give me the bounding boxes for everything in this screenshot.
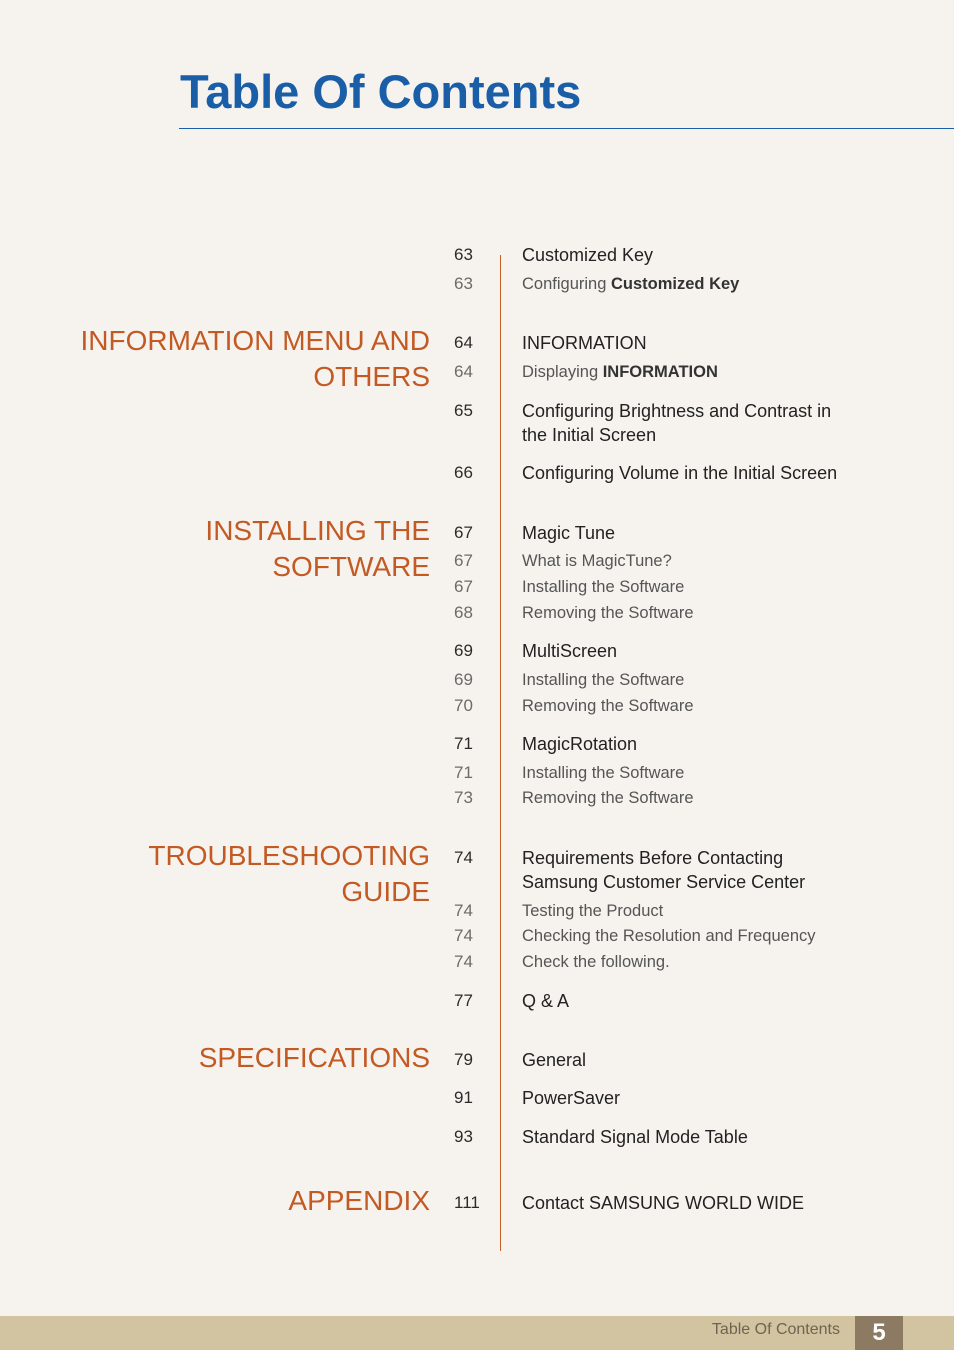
toc-entry[interactable]: Removing the Software — [522, 697, 694, 715]
toc-page: 77 — [454, 991, 473, 1010]
toc-entry[interactable]: Customized Key — [522, 245, 654, 265]
toc-entry-text: Displaying — [522, 363, 603, 381]
toc-page: 64 — [454, 362, 473, 381]
toc-entry[interactable]: MultiScreen — [522, 641, 618, 661]
toc-page: 63 — [454, 245, 473, 264]
page-title: Table Of Contents — [180, 65, 582, 118]
section-installing-the-software: INSTALLING THE SOFTWARE — [205, 515, 430, 582]
toc-page: 67 — [454, 551, 473, 570]
toc-page: 70 — [454, 696, 473, 715]
toc-page: 67 — [454, 523, 473, 542]
toc-entry-line: Requirements Before Contacting — [522, 848, 784, 868]
toc-entry-line: Samsung Customer Service Center — [522, 872, 806, 892]
toc-entry[interactable]: Contact SAMSUNG WORLD WIDE — [522, 1193, 805, 1213]
toc-entry-line: the Initial Screen — [522, 425, 657, 445]
toc-page: 74 — [454, 848, 473, 867]
toc-page: 65 — [454, 401, 473, 420]
toc-entry[interactable]: Standard Signal Mode Table — [522, 1127, 748, 1147]
toc-entry[interactable]: Magic Tune — [522, 523, 616, 543]
page-footer — [0, 1316, 954, 1350]
title-divider — [179, 128, 954, 129]
toc-page: 63 — [454, 274, 473, 293]
toc-page: 74 — [454, 952, 473, 971]
toc-page: 69 — [454, 641, 473, 660]
toc-page: 67 — [454, 577, 473, 596]
toc-entry[interactable]: Installing the Software — [522, 671, 685, 689]
toc-page: 71 — [454, 763, 473, 782]
toc-entry-line: Configuring Brightness and Contrast in — [522, 401, 832, 421]
toc-entry[interactable] — [522, 272, 739, 296]
toc-entry[interactable]: Testing the Product — [522, 902, 664, 920]
toc-entry[interactable]: General — [522, 1050, 587, 1070]
toc-entry[interactable]: MagicRotation — [522, 734, 638, 754]
toc-page: 111 — [454, 1193, 480, 1212]
toc-entry[interactable]: Configuring Volume in the Initial Screen — [522, 463, 838, 483]
section-troubleshooting-guide: TROUBLESHOOTING GUIDE — [148, 840, 430, 907]
toc-entry[interactable]: Checking the Resolution and Frequency — [522, 927, 816, 945]
toc-page: 73 — [454, 788, 473, 807]
toc-entry[interactable]: PowerSaver — [522, 1088, 621, 1108]
toc-entry[interactable]: What is MagicTune? — [522, 552, 672, 570]
toc-page: 71 — [454, 734, 473, 753]
toc-page: 74 — [454, 901, 473, 920]
toc-entry[interactable] — [522, 399, 831, 447]
toc-page: 66 — [454, 463, 473, 482]
footer-label: Table Of Contents — [711, 1321, 840, 1338]
toc-page: 68 — [454, 603, 473, 622]
toc-page: 93 — [454, 1127, 473, 1146]
toc-entry[interactable]: Removing the Software — [522, 604, 694, 622]
section-appendix: APPENDIX — [288, 1185, 430, 1216]
page-number: 5 — [855, 1316, 903, 1350]
toc-page: 91 — [454, 1088, 473, 1107]
toc-entry[interactable]: Installing the Software — [522, 578, 685, 596]
toc-entry[interactable]: INFORMATION — [522, 333, 647, 353]
toc-entry[interactable] — [522, 360, 718, 384]
toc-page: 64 — [454, 333, 473, 352]
toc-entry[interactable]: Check the following. — [522, 953, 670, 971]
section-specifications: SPECIFICATIONS — [198, 1042, 430, 1073]
section-information-menu-and-others: INFORMATION MENU AND OTHERS — [80, 325, 430, 392]
toc-entry[interactable] — [522, 846, 805, 894]
toc-entry-text: Configuring — [522, 275, 611, 293]
toc-entry[interactable]: Installing the Software — [522, 764, 685, 782]
toc-entry[interactable]: Q & A — [522, 991, 570, 1011]
toc-entry-bold: INFORMATION — [602, 363, 718, 381]
toc-entry[interactable]: Removing the Software — [522, 789, 694, 807]
toc-page: 79 — [454, 1050, 473, 1069]
column-divider — [500, 255, 501, 1251]
toc-page: 74 — [454, 926, 473, 945]
toc-page: 69 — [454, 670, 473, 689]
toc-entry-bold: Customized Key — [610, 275, 740, 293]
